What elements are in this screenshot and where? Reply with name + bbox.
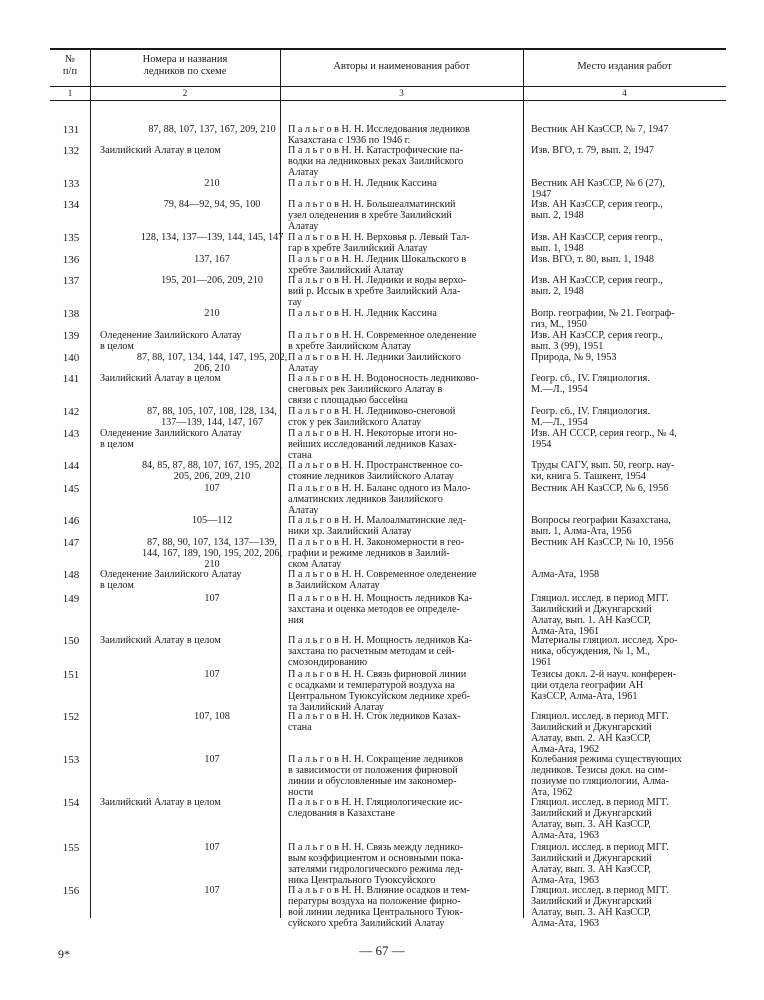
row-number: 142	[62, 407, 80, 418]
glacier-numbers: 107	[204, 843, 220, 853]
row-number: 147	[62, 538, 80, 549]
publication-place: Изв. АН КазССР, серия геогр., вып. 2, 1948	[531, 276, 663, 297]
header-rule	[50, 86, 726, 87]
author-work: П а л ь г о в Н. Н. Мощность ледников Ка- захстана и оценка методов ее определе- ния	[288, 594, 473, 626]
publication-place: Изв. АН КазССР, серия геогр., вып. 1, 1948	[531, 233, 663, 254]
column-number-3: 3	[399, 88, 404, 98]
author-work: П а л ь г о в Н. Н. Ледниково-снеговой сток у рек Заилийского Алатау	[288, 407, 456, 428]
publication-place: Тезисы докл. 2-й науч. конферен- ции отдела географии АН КазССР, Алма-Ата, 1961	[531, 670, 677, 702]
glacier-numbers: 210	[204, 309, 220, 319]
author-work: П а л ь г о в Н. Н. Мощность ледников Ка- захстана по расчетным методам и сей- смозондированию	[288, 636, 473, 668]
glacier-numbers: 107	[204, 594, 220, 604]
author-work: П а л ь г о в Н. Н. Ледники Заилийского Алатау	[288, 353, 461, 374]
glacier-numbers: 107	[204, 670, 220, 680]
author-work: П а л ь г о в Н. Н. Влияние осадков и тем- пературы воздуха на положение фирно- вой линии ледника Центрального Туюк- суйского хребта Заилийский Алатау	[288, 886, 470, 929]
table-top-rule	[50, 48, 726, 50]
publication-place: Изв. ВГО, т. 80, вып. 1, 1948	[531, 255, 654, 265]
publication-place: Гляциол. исслед. в период МГГ. Заилийский и Джунгарский Алатау, вып. 3. АН КазССР, Алма-Ата, 1963	[531, 843, 669, 886]
author-work: П а л ь г о в Н. Н. Большеалматинский узел оледенения в хребте Заилийский Алатау	[288, 200, 456, 232]
author-work: П а л ь г о в Н. Н. Современное оледенение в хребте Заилийском Алатау	[288, 331, 477, 352]
author-work: П а л ь г о в Н. Н. Ледник Кассина	[288, 179, 437, 189]
glacier-numbers: 195, 201—206, 209, 210	[161, 276, 263, 286]
row-number: 150	[62, 636, 80, 647]
row-number: 143	[62, 429, 80, 440]
row-number: 155	[62, 843, 80, 854]
column-number-4: 4	[622, 88, 627, 98]
author-work: П а л ь г о в Н. Н. Пространственное со- стояние ледников Заилийского Алатау	[288, 461, 463, 482]
glacier-numbers: 79, 84—92, 94, 95, 100	[163, 200, 261, 210]
publication-place: Изв. АН КазССР, серия геогр., вып. 3 (99), 1951	[531, 331, 663, 352]
glacier-numbers: Оледенение Заилийского Алатау в целом	[100, 570, 242, 591]
author-work: П а л ь г о в Н. Н. Ледник Шокальского в хребте Заилийский Алатау	[288, 255, 467, 276]
glacier-numbers: 107	[204, 484, 220, 494]
row-number: 146	[62, 516, 80, 527]
row-number: 138	[62, 309, 80, 320]
publication-place: Вопр. географии, № 21. Географ- гиз, М., 1950	[531, 309, 675, 330]
publication-place: Природа, № 9, 1953	[531, 353, 617, 363]
author-work: П а л ь г о в Н. Н. Ледники и воды верхо- вий р. Иссык в хребте Заилийский Ала- тау	[288, 276, 467, 308]
publication-place: Вестник АН КазССР, № 6, 1956	[531, 484, 669, 494]
publication-place: Изв. ВГО, т. 79, вып. 2, 1947	[531, 146, 654, 156]
author-work: П а л ь г о в Н. Н. Связь фирновой линии с осадками и температурой воздуха на Центральном Туюксуйском леднике хреб- та Заилийский Алатау	[288, 670, 471, 713]
row-number: 141	[62, 374, 80, 385]
row-number: 148	[62, 570, 80, 581]
row-number: 156	[62, 886, 80, 897]
author-work: П а л ь г о в Н. Н. Ледник Кассина	[288, 309, 437, 319]
glacier-numbers: 87, 88, 90, 107, 134, 137—139, 144, 167, 189, 190, 195, 202, 206, 210	[141, 538, 283, 570]
row-number: 135	[62, 233, 80, 244]
publication-place: Колебания режима существующих ледников. Тезисы докл. на сим- позиуме по гляциологии, Алма- Ата, 1962	[531, 755, 682, 798]
glacier-numbers: Заилийский Алатау в целом	[100, 798, 221, 808]
row-number: 132	[62, 146, 80, 157]
author-work: П а л ь г о в Н. Н. Некоторые итоги но- вейших исследований ледников Казах- стана	[288, 429, 458, 461]
row-number: 136	[62, 255, 80, 266]
author-work: П а л ь г о в Н. Н. Сток ледников Казах- стана	[288, 712, 461, 733]
glacier-numbers: 87, 88, 107, 134, 144, 147, 195, 202, 206, 210	[136, 353, 288, 374]
author-work: П а л ь г о в Н. Н. Закономерности в гео- графии и режиме ледников в Заилий- ском Алатау	[288, 538, 465, 570]
column-divider-3	[523, 48, 524, 918]
author-work: П а л ь г о в Н. Н. Катастрофические па- водки на ледниковых реках Заилийского Алатау	[288, 146, 464, 178]
row-number: 149	[62, 594, 80, 605]
author-work: П а л ь г о в Н. Н. Баланс одного из Мало- алматинских ледников Заилийского Алатау	[288, 484, 471, 516]
number-row-rule	[50, 100, 726, 101]
author-work: П а л ь г о в Н. Н. Гляциологические ис- следования в Казахстане	[288, 798, 463, 819]
column-number-1: 1	[67, 88, 73, 98]
row-number: 154	[62, 798, 80, 809]
publication-place: Гляциол. исслед. в период МГГ. Заилийский и Джунгарский Алатау, вып. 1. АН КазССР, Алма-Ата, 1961	[531, 594, 669, 637]
row-number: 144	[62, 461, 80, 472]
glacier-numbers: 107	[204, 755, 220, 765]
publication-place: Гляциол. исслед. в период МГГ. Заилийский и Джунгарский Алатау, вып. 3. АН КазССР, Алма-Ата, 1963	[531, 886, 669, 929]
page-number: — 67 —	[359, 943, 405, 958]
header-authors: Авторы и наименования работ	[333, 61, 470, 72]
row-number: 139	[62, 331, 80, 342]
glacier-numbers: 128, 134, 137—139, 144, 145, 147	[140, 233, 284, 243]
publication-place: Материалы гляциол. исслед. Хро- ника, обсуждения, № 1, М., 1961	[531, 636, 678, 668]
glacier-numbers: Заилийский Алатау в целом	[100, 146, 221, 156]
publication-place: Изв. АН КазССР, серия геогр., вып. 2, 1948	[531, 200, 663, 221]
row-number: 133	[62, 179, 80, 190]
publication-place: Вестник АН КазССР, № 6 (27), 1947	[531, 179, 665, 200]
signature-mark: 9*	[58, 947, 70, 961]
author-work: П а л ь г о в Н. Н. Современное оледенение в Заилийском Алатау	[288, 570, 477, 591]
glacier-numbers: 87, 88, 107, 137, 167, 209, 210	[148, 125, 276, 135]
glacier-numbers: 137, 167	[194, 255, 230, 265]
row-number: 134	[62, 200, 80, 211]
author-work: П а л ь г о в Н. Н. Водоносность ледниково- снеговых рек Заилийского Алатау в связи с площадью бассейна	[288, 374, 479, 406]
row-number: 152	[62, 712, 80, 723]
glacier-numbers: 105—112	[191, 516, 233, 526]
publication-place: Гляциол. исслед. в период МГГ. Заилийский и Джунгарский Алатау, вып. 3. АН КазССР, Алма-Ата, 1963	[531, 798, 669, 841]
header-number: № п/п	[62, 54, 78, 77]
publication-place: Геогр. сб., IV. Гляциология. М.—Л., 1954	[531, 374, 650, 395]
glacier-numbers: 87, 88, 105, 107, 108, 128, 134, 137—139, 144, 147, 167	[147, 407, 277, 428]
row-number: 131	[62, 125, 80, 136]
publication-place: Вестник АН КазССР, № 7, 1947	[531, 125, 669, 135]
publication-place: Вестник АН КазССР, № 10, 1956	[531, 538, 674, 548]
glacier-numbers: 107	[204, 886, 220, 896]
publication-place: Алма-Ата, 1958	[531, 570, 600, 580]
publication-place: Изв. АН СССР, серия геогр., № 4, 1954	[531, 429, 677, 450]
author-work: П а л ь г о в Н. Н. Связь между леднико- вым коэффициентом и основными пока- зателями гидрологического режима лед- ника Центрального Туюксуйского	[288, 843, 464, 886]
glacier-numbers: 84, 85, 87, 88, 107, 167, 195, 202, 205, 206, 209, 210	[141, 461, 283, 482]
glacier-numbers: 210	[204, 179, 220, 189]
row-number: 137	[62, 276, 80, 287]
publication-place: Труды САГУ, вып. 50, геогр. нау- ки, книга 5. Ташкент, 1954	[531, 461, 675, 482]
row-number: 151	[62, 670, 80, 681]
glacier-numbers: Заилийский Алатау в целом	[100, 636, 221, 646]
publication-place: Геогр. сб., IV. Гляциология. М.—Л., 1954	[531, 407, 650, 428]
glacier-numbers: 107, 108	[194, 712, 230, 722]
publication-place: Гляциол. исслед. в период МГГ. Заилийский и Джунгарский Алатау, вып. 2. АН КазССР, Алма-Ата, 1962	[531, 712, 669, 755]
glacier-numbers: Оледенение Заилийского Алатау в целом	[100, 331, 242, 352]
column-divider-1	[90, 48, 91, 918]
author-work: П а л ь г о в Н. Н. Верховья р. Левый Тал- гар в хребте Заилийский Алатау	[288, 233, 470, 254]
column-number-2: 2	[182, 88, 188, 98]
glacier-numbers: Оледенение Заилийского Алатау в целом	[100, 429, 242, 450]
row-number: 153	[62, 755, 80, 766]
header-place: Место издания работ	[577, 61, 672, 72]
glacier-numbers: Заилийский Алатау в целом	[100, 374, 221, 384]
author-work: П а л ь г о в Н. Н. Исследования ледников Казахстана с 1936 по 1946 г.	[288, 125, 470, 146]
author-work: П а л ь г о в Н. Н. Малоалматинские лед- ники хр. Заилийский Алатау	[288, 516, 466, 537]
publication-place: Вопросы географии Казахстана, вып. 1, Алма-Ата, 1956	[531, 516, 671, 537]
author-work: П а л ь г о в Н. Н. Сокращение ледников в зависимости от положения фирновой линии и обусловленные им закономер- ности	[288, 755, 464, 798]
row-number: 145	[62, 484, 80, 495]
header-glaciers: Номера и названия ледников по схеме	[142, 54, 228, 77]
row-number: 140	[62, 353, 80, 364]
